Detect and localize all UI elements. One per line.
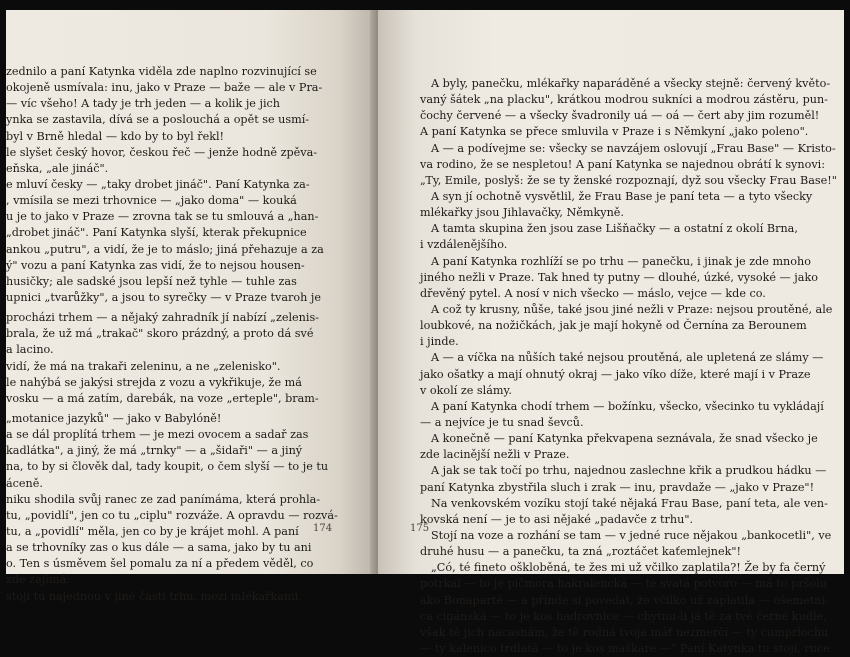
text-line: ý" vozu a paní Katynka zas vidí, že to nejsou housen-: [6, 258, 305, 272]
text-line: A což ty krusny, nůše, také jsou jiné nežli v Praze: nejsou proutěné, ale: [431, 302, 833, 316]
text-line: jako ošatky a mají ohnutý okraj — jako víko díže, které mají i v Praze: [420, 367, 811, 381]
text-line: byl v Brně hledal — kdo by to byl řekl!: [6, 129, 225, 143]
text-line: ako Bonaparté — a přinde si povedat, že včilko už zaplatila — ošemetni-: [420, 593, 829, 607]
text-line: „Có, té fineto oškloběná, te žes mi už včilko zaplatila?! Že by fa černý: [431, 561, 826, 575]
text-line: vidí, že má na trakaři zeleninu, a ne „zelenisko".: [6, 359, 281, 373]
text-line: zde zajímá.: [6, 573, 70, 587]
text-line: kovská není — je to asi nějaké „padavče z trhu".: [420, 512, 694, 526]
text-line: Na venkovském vozíku stojí také nějaká Frau Base, paní teta, ale ven-: [431, 496, 828, 510]
text-line: A — a víčka na nůších také nejsou proutěná, ale upletená ze slámy —: [431, 351, 824, 365]
text-line: le nahýbá se jakýsi strejda z vozu a vykřikuje, že má: [6, 375, 302, 389]
text-line: A konečně — paní Katynka překvapena seznávala, že snad všecko je: [431, 432, 818, 446]
text-line: zde lacinější nežli v Praze.: [420, 448, 570, 462]
text-line: a lacino.: [6, 343, 54, 357]
text-line: „drobet jináč". Paní Katynka slyší, kterak překupnice: [6, 226, 307, 240]
text-line: A byly, panečku, mlékařky naparáděné a všecky stejně: červený květo-: [431, 77, 831, 90]
text-line: však tě jich nacasnám, že tě rodná tvoja máť nezmerčí — ty cumprlochu: [420, 625, 829, 639]
text-line: jiného nežli v Praze. Tak hned ty putny — dlouhé, úzké, vysoké — jako: [420, 270, 818, 284]
text-line: A tamta skupina žen jsou zase Lišňačky — a ostatní z okolí Brna,: [431, 222, 798, 236]
text-line: , vmísila se mezi trhovnice — „jako doma" — kouká: [6, 194, 297, 208]
text-line: A syn jí ochotně vysvětlil, že Frau Base je paní teta — a tyto všecky: [431, 189, 813, 203]
text-line: loubkové, na nožičkách, jak je mají hokyně od Černína za Berounem: [420, 319, 807, 333]
right-page-text: [420, 76, 840, 657]
text-line: dřevěný pytel. A nosí v nich všecko — máslo, vejce — kde co.: [420, 286, 766, 300]
text-line: kadlátka", a jiný, že má „trnky" — a „šidaři" — a jiný: [6, 444, 303, 458]
text-line: — ty kalenico trdlatá — to je kos maškare —" Paní Katynka tu stojí, ruce: [420, 641, 830, 655]
text-line: Stojí na voze a rozhání se tam — v jedné ruce nějakou „bankocetli", ve: [431, 528, 832, 542]
text-line: mlékařky jsou Jihlavačky, Němkyně.: [420, 206, 624, 220]
text-line: okojeně usmívala: inu, jako v Praze — baže — ale v Pra-: [6, 81, 323, 95]
right-page-number: 175: [410, 523, 430, 534]
text-line: o. Ten s úsměvem šel pomalu za ní a předem věděl, co: [6, 557, 314, 571]
text-line: a se trhovníky zas o kus dále — a sama, jako by tu ani: [6, 541, 312, 555]
text-line: A paní Katynka rozhlíží se po trhu — panečku, i jinak je zde mnoho: [431, 254, 811, 268]
text-line: vaný šátek „na placku", krátkou modrou sukníci a modrou zástěru, pun-: [420, 93, 828, 107]
text-line: vosku — a má zatím, darebák, na voze „erteple", bram-: [6, 391, 319, 405]
text-line: na, to by si člověk dal, tady koupit, o čem slyší — to je tu: [6, 460, 329, 474]
text-line: A paní Katynka se přece smluvila v Praze i s Němkyní „jako poleno".: [420, 125, 809, 139]
text-line: v okolí ze slámy.: [420, 383, 512, 397]
text-line: niku shodila svůj ranec ze zad panímáma, která prohla-: [6, 492, 321, 506]
text-line: stojí tu najednou v jiné části trhu, mezi mlékařkami.: [6, 589, 302, 603]
text-line: čochy červené — a všecky švadronily uá — oá — čert aby jim rozuměl!: [420, 109, 820, 123]
text-line: a se dál proplítá trhem — je mezi ovocem a sadař zas: [6, 428, 309, 442]
text-line: ca cigánská — to je kos hadrovnice — chytnu-li já tě za tvé černé kudle,: [420, 609, 827, 623]
left-page: [6, 10, 376, 603]
text-line: potrkal — to je pičmora hakralencká — te svatá potvoro — má to pršolu: [420, 577, 827, 591]
text-line: brala, že už má „trakač" skoro prázdný, a proto dá své: [6, 327, 314, 341]
text-line: u je to jako v Praze — zrovna tak se tu smlouvá a „han-: [6, 210, 319, 224]
text-line: „Ty, Emile, poslyš: že se ty ženské rozpoznají, dyž sou všecky Frau Base!": [420, 173, 837, 187]
text-line: tu, a „povidlí" měla, jen co by je krájet mohl. A paní: [6, 524, 299, 538]
text-line: husičky; ale sadské jsou lepší než tyhle — tuhle zas: [6, 274, 297, 288]
text-line: — víc všeho! A tady je trh jeden — a kolik je jich: [6, 97, 281, 111]
text-line: „motanice jazyků" — jako v Babylóně!: [6, 411, 222, 425]
text-line: — a nejvíce je tu snad ševců.: [420, 415, 584, 429]
text-line: A — a podívejme se: všecky se navzájem oslovují „Frau Base" — Kristo-: [431, 141, 836, 155]
text-line: A paní Katynka chodí trhem — božínku, všecko, všecinko tu vykládají: [431, 399, 824, 413]
left-page-number: 174: [313, 523, 333, 534]
text-line: le slyšet český hovor, českou řeč — jenže hodně zpěva-: [6, 145, 318, 159]
text-line: ynka se zastavila, dívá se a poslouchá a opět se usmí-: [6, 113, 310, 127]
text-line: A jak se tak točí po trhu, najednou zaslechne křik a prudkou hádku —: [431, 464, 827, 478]
text-line: áceně.: [6, 476, 43, 490]
text-line: ankou „putru", a vidí, že je to máslo; jiná přehazuje a za: [6, 242, 324, 256]
text-line: paní Katynka zbystřila sluch i zrak — inu, pravdaže — „jako v Praze"!: [420, 480, 815, 494]
text-line: upnici „tvarůžky", a jsou to syrečky — v Praze tvaroh je: [6, 290, 321, 304]
text-line: zednilo a paní Katynka viděla zde naplno rozvinující se: [6, 65, 317, 78]
text-line: i vzdálenějšího.: [420, 238, 508, 252]
text-line: eňska, „ale jináč".: [6, 161, 109, 175]
text-line: e mluví česky — „taky drobet jináč". Paní Katynka za-: [6, 177, 310, 191]
text-line: va rodino, že se nespletou! A paní Katynka se najednou obrátí k synovi:: [420, 157, 825, 171]
text-line: i jinde.: [420, 335, 459, 349]
text-line: procházi trhem — a nějaký zahradník jí nabízí „zelenis-: [6, 311, 319, 325]
text-line: tu, „povidlí", jen co tu „ciplu" rozváže. A opravdu — rozvá-: [6, 508, 338, 522]
text-line: druhé husu — a panečku, ta zná „roztáčet kaťemlejnek"!: [420, 545, 742, 559]
right-page: [378, 10, 844, 655]
